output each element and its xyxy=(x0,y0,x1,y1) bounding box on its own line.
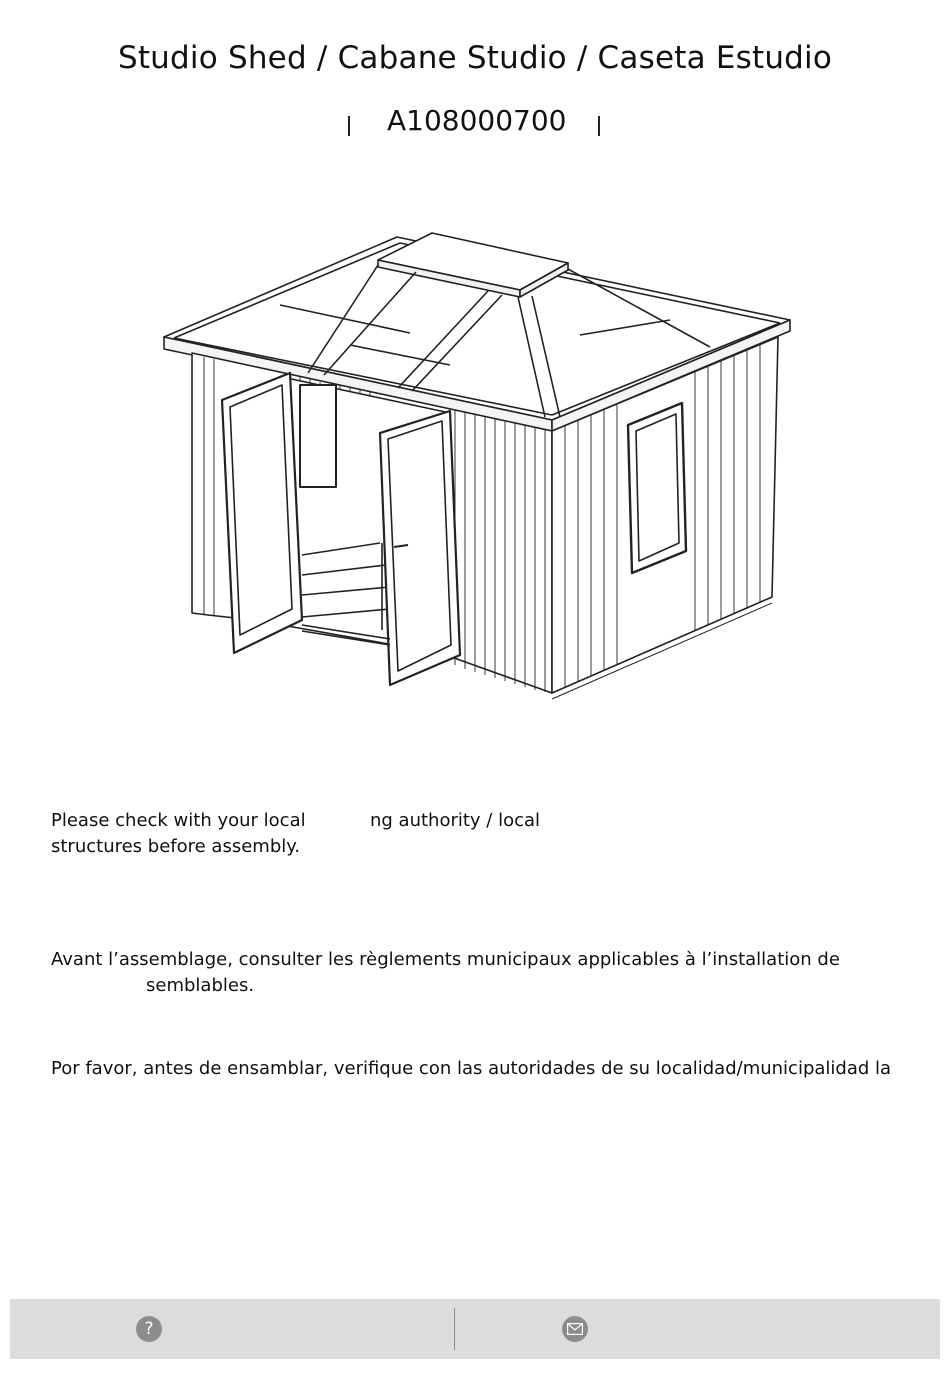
notice-french-line2: semblables. xyxy=(146,975,255,996)
envelope-icon xyxy=(562,1316,588,1342)
back-window xyxy=(300,385,336,487)
model-separator-left xyxy=(348,116,350,136)
notice-french-line1: Avant l’assemblage, consulter les règlements municipaux applicables à l’installation de xyxy=(51,949,840,970)
document-title: Studio Shed / Cabane Studio / Caseta Estudio xyxy=(117,40,833,76)
studio-shed-illustration xyxy=(150,225,800,705)
model-number: A108000700 xyxy=(387,104,567,137)
notice-spanish-line1: Por favor, antes de ensamblar, verifique con las autoridades de su localidad/municipalidad la xyxy=(51,1058,892,1079)
notice-english-line2: structures before assembly. xyxy=(51,836,301,857)
notice-english-line1-part1: Please check with your local xyxy=(51,810,306,831)
model-number-row xyxy=(0,104,950,144)
footer-divider xyxy=(454,1308,455,1350)
notice-english-line1-part2: ng authority / local xyxy=(370,810,541,831)
footer-bar xyxy=(10,1299,940,1359)
model-separator-right xyxy=(598,116,600,136)
question-mark-icon: ? xyxy=(136,1316,162,1342)
